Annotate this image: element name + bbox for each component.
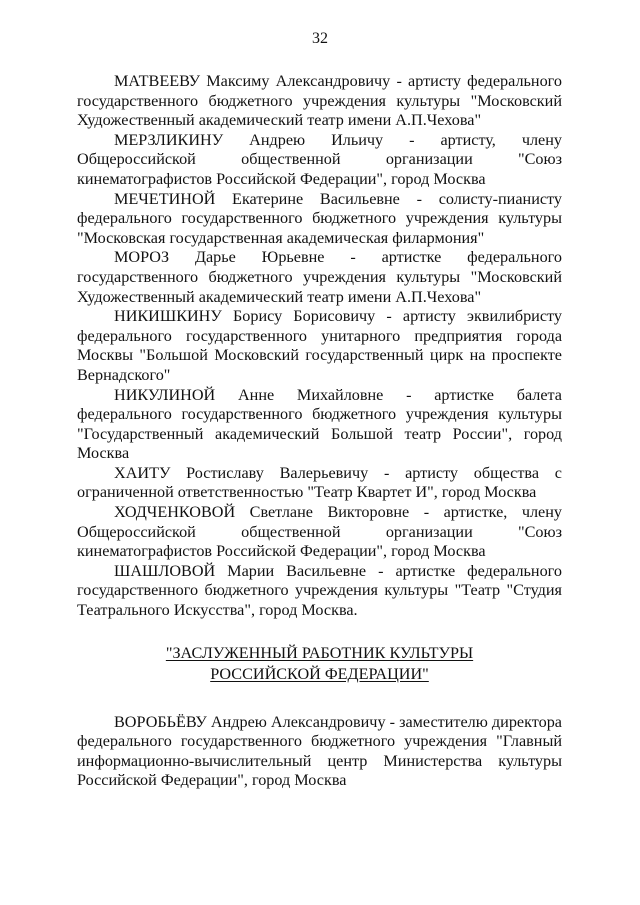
section-heading <box>77 643 562 685</box>
award-entry: НИКИШКИНУ Борису Борисовичу - артисту эквилибристу федерального государственного унитарного предприятия города Москвы "Большой Московский государственный цирк на проспекте Вернадского" <box>77 307 562 384</box>
award-entry: ХАИТУ Ростиславу Валерьевичу - артисту общества с ограниченной ответственностью "Театр Квартет И", город Москва <box>77 463 562 502</box>
section-heading-line-1: "ЗАСЛУЖЕННЫЙ РАБОТНИК КУЛЬТУРЫ <box>165 643 474 662</box>
section-spacer <box>77 621 562 643</box>
section-heading-line-2: РОССИЙСКОЙ ФЕДЕРАЦИИ" <box>210 664 429 683</box>
page-content <box>77 72 562 791</box>
award-entry: МАТВЕЕВУ Максиму Александровичу - артисту федерального государственного бюджетного учреждения культуры "Московский Художественный академический театр имени А.П.Чехова" <box>77 72 562 130</box>
section-spacer <box>77 685 562 713</box>
award-entry: ВОРОБЬЁВУ Андрею Александровичу - заместителю директора федерального государственного бюджетного учреждения "Главный информационно-вычислительный центр Министерства культуры Российской Федерации", город Москва <box>77 712 562 790</box>
award-entry: МЕЧЕТИНОЙ Екатерине Васильевне - солисту-пианисту федерального государственного бюджетного учреждения культуры "Московская государственная академическая филармония" <box>77 189 562 247</box>
page-number: 32 <box>312 30 328 47</box>
award-entry: ХОДЧЕНКОВОЙ Светлане Викторовне - артистке, члену Общероссийской общественной организации "Союз кинематографистов Российской Федерации", город Москва <box>77 503 562 561</box>
award-entry: МОРОЗ Дарье Юрьевне - артистке федерального государственного бюджетного учреждения культуры "Московский Художественный академический театр имени А.П.Чехова" <box>77 248 562 306</box>
award-entry: ШАШЛОВОЙ Марии Васильевне - артистке федерального государственного бюджетного учреждения культуры "Театр "Студия Театрального Искусства", город Москва. <box>77 561 562 620</box>
award-entry: НИКУЛИНОЙ Анне Михайловне - артистке балета федерального государственного бюджетного учреждения культуры "Государственный академический Большой театр России", город Москва <box>77 385 562 463</box>
award-entry: МЕРЗЛИКИНУ Андрею Ильичу - артисту, члену Общероссийской общественной организации "Союз кинематографистов Российской Федерации", город Москва <box>77 130 562 188</box>
